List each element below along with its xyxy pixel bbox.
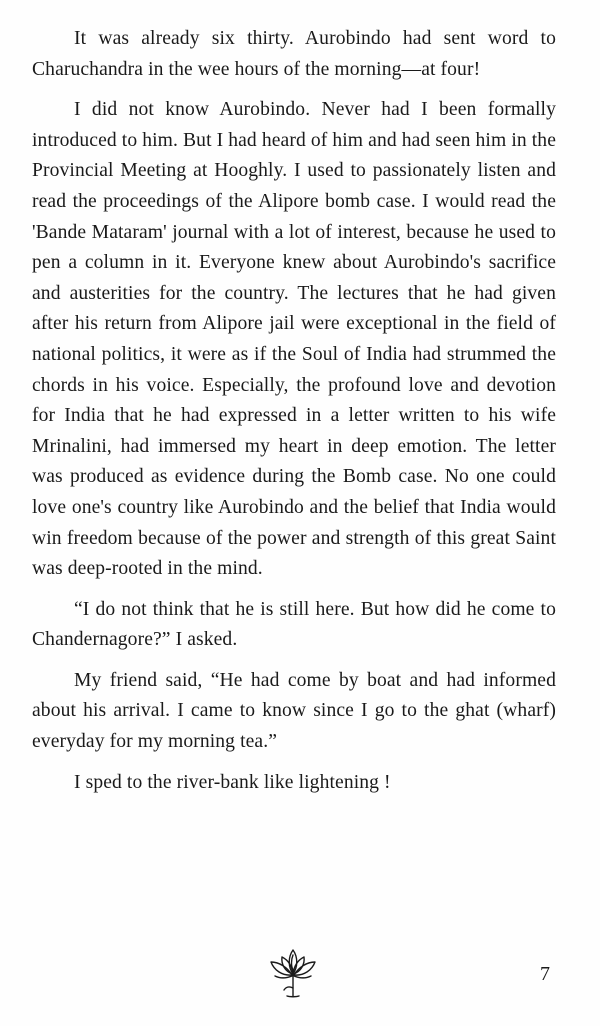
- lotus-icon: [267, 946, 319, 1002]
- paragraph-4: My friend said, “He had come by boat and had informed about his arrival. I came to know since I go to the ghat (wharf) everyday for my morning tea.”: [32, 669, 556, 753]
- paragraph-2: I did not know Aurobindo. Never had I been formally introduced to him. But I had heard of him and had seen him in the Provincial Meeting at Hooghly. I used to passionately listen and read the proceedings of the Alipore bomb case. I would read the 'Bande Mataram' journal with a lot of interest, because he used to pen a column in it. Everyone knew about Aurobindo's sacrifice and austerities for the country. The lectures that he had given after his return from Alipore jail were exceptional in the field of national politics, it were as if the Soul of India had strummed the chords in his voice. Especially, the profound love and devotion for India that he had expressed in a letter written to his wife Mrinalini, had immersed my heart in deep emotion. The letter was produced as evidence during the Bomb case. No one could love one's country like Aurobindo and the belief that India would win freedom because of the power and strength of this great Saint was deep-rooted in the mind.: [32, 99, 556, 580]
- paragraph-5: I sped to the river-bank like lightening !: [74, 771, 391, 793]
- paragraph-1: It was already six thirty. Aurobindo had sent word to Charuchandra in the wee hours of the morning—at four!: [32, 28, 556, 80]
- body-text: [32, 24, 556, 808]
- page-number: 7: [540, 963, 550, 985]
- paragraph-3: “I do not think that he is still here. But how did he come to Chandernagore?” I asked.: [32, 598, 556, 651]
